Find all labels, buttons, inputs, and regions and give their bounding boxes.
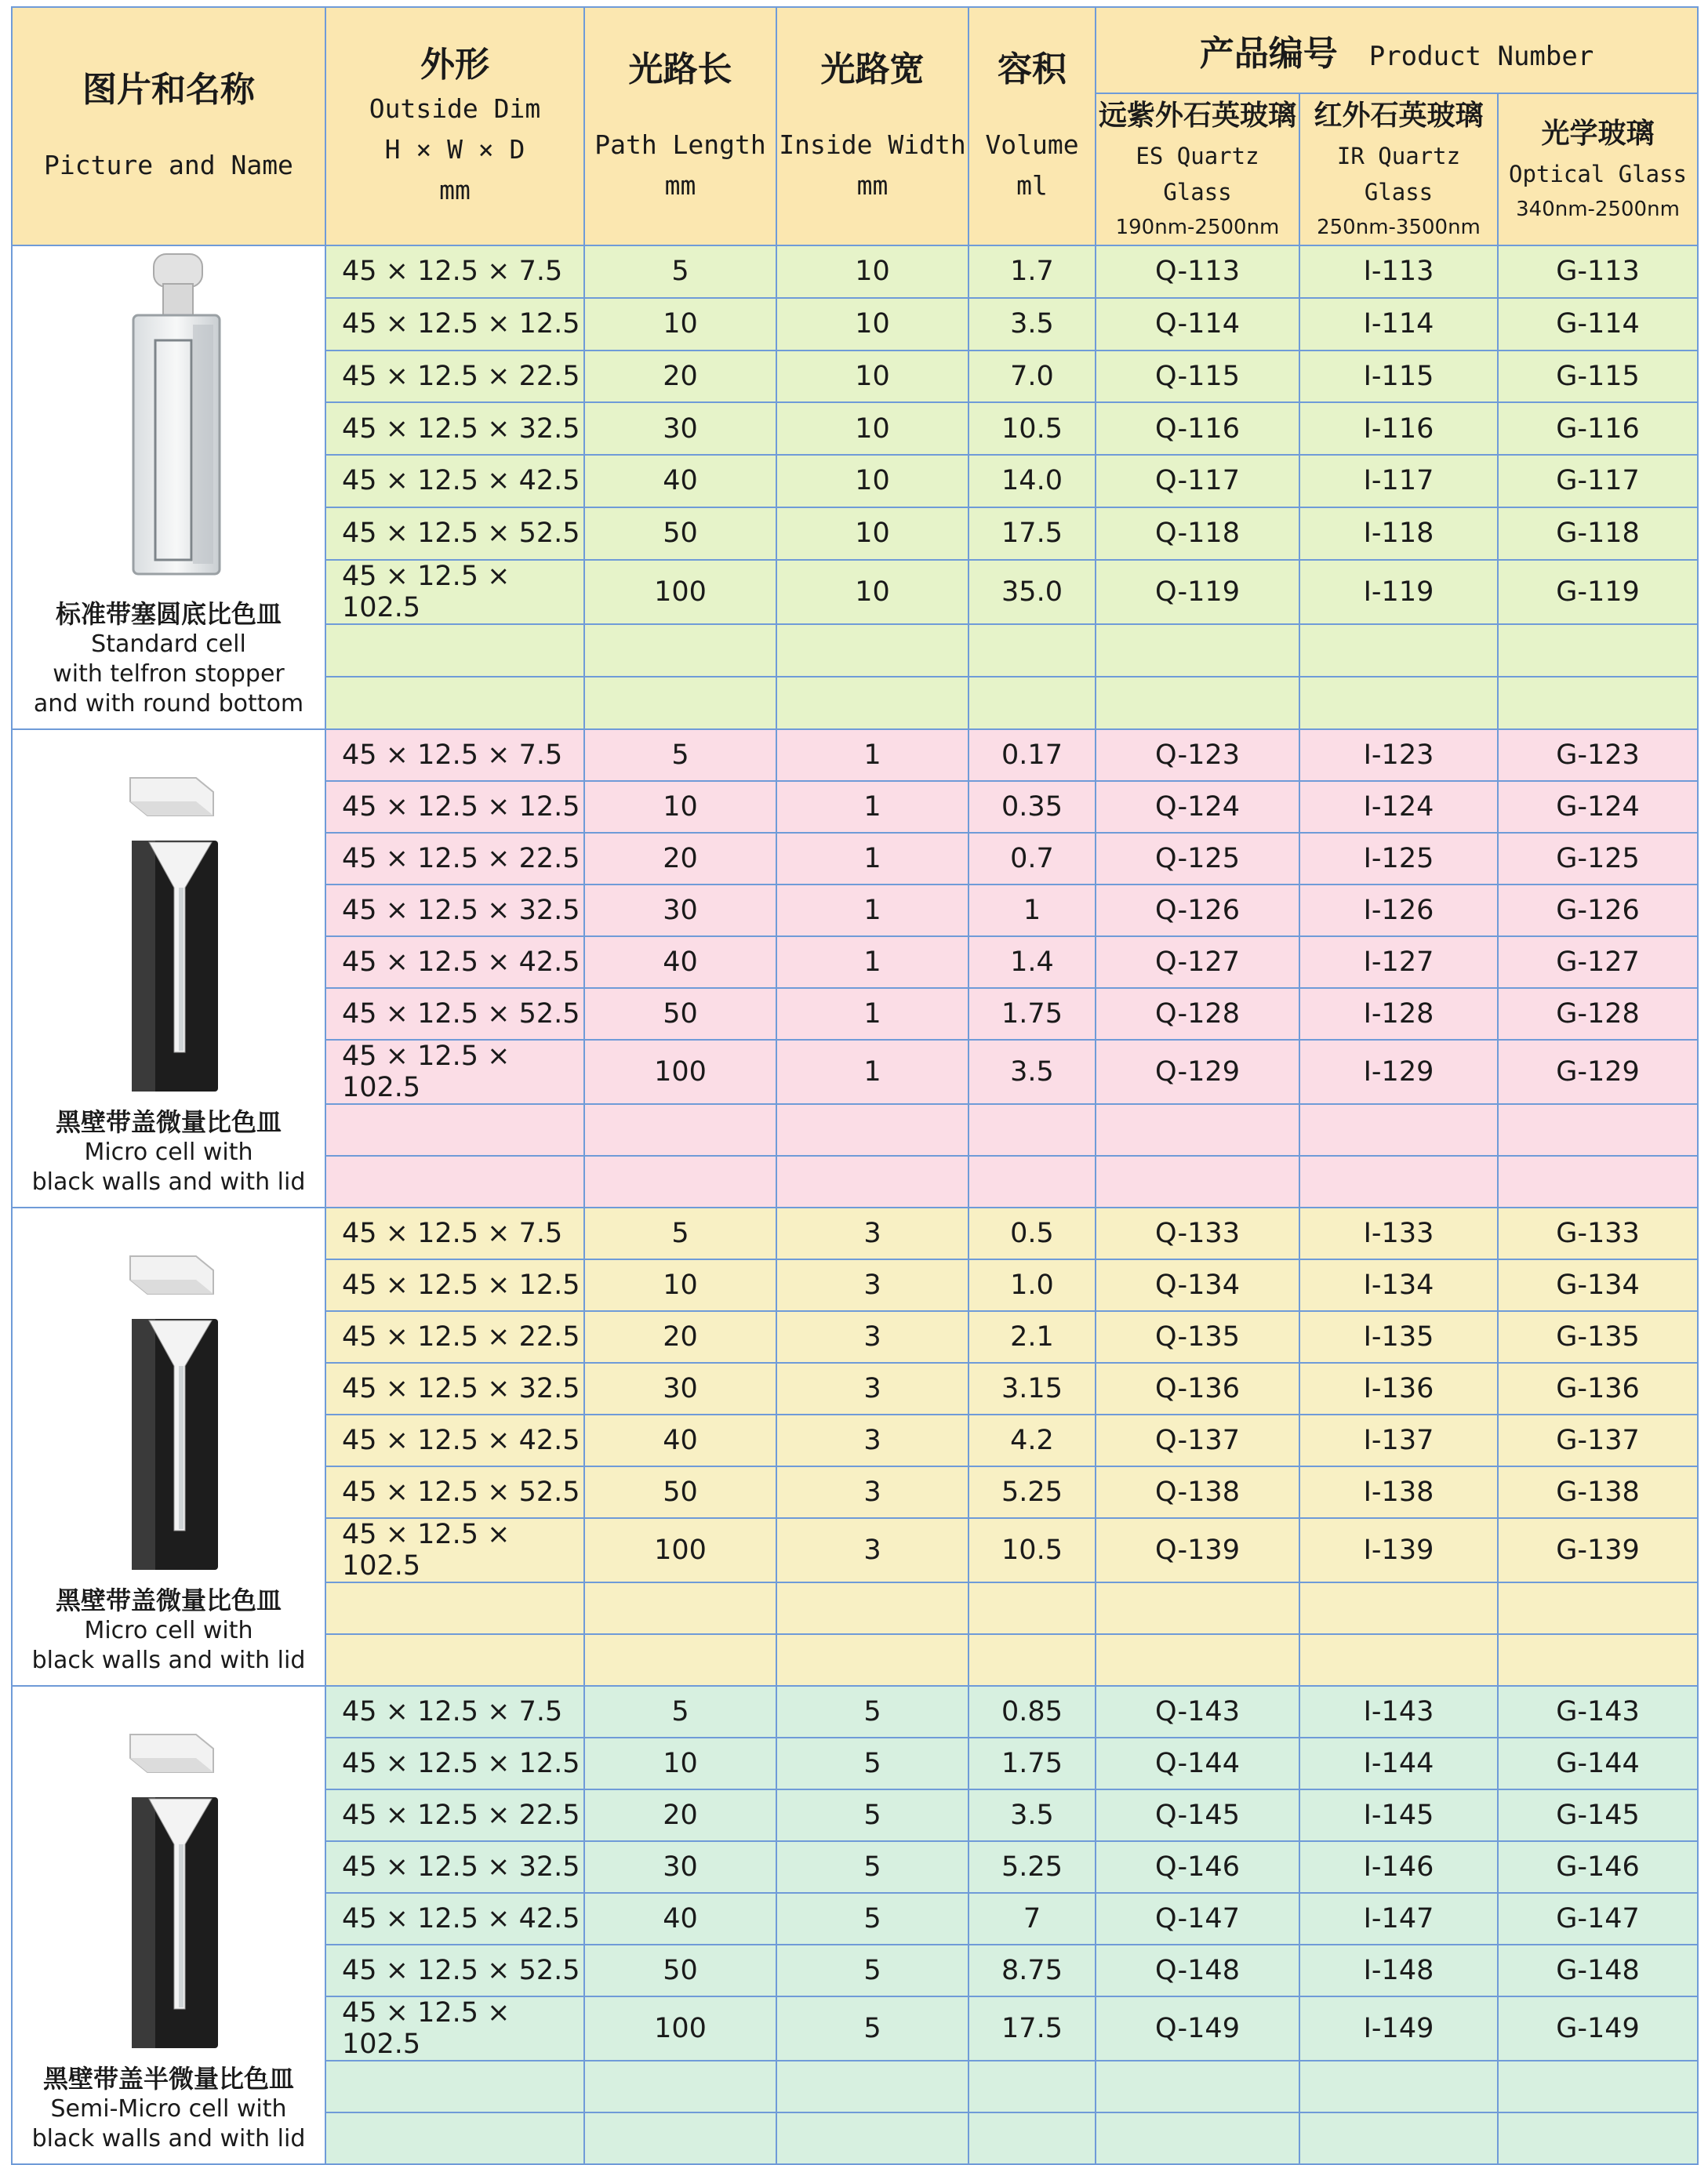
path-length-cell: 20 [584, 1311, 776, 1363]
inside-width-cell: 10 [776, 507, 968, 560]
header-outside-dim: 外形 Outside Dim H × W × D mm [325, 7, 584, 245]
empty-cell [1498, 1156, 1698, 1208]
empty-cell [584, 624, 776, 677]
inside-width-cell: 10 [776, 298, 968, 351]
es-quartz-number-cell: Q-124 [1096, 781, 1299, 833]
empty-cell [968, 677, 1096, 729]
cuvette-spec-table [11, 6, 1699, 2165]
inside-width-cell: 3 [776, 1311, 968, 1363]
volume-cell: 8.75 [968, 1945, 1096, 1996]
outside-dim-cell: 45 × 12.5 × 12.5 [325, 298, 584, 351]
optical-glass-number-cell: G-116 [1498, 402, 1698, 455]
empty-cell [1299, 624, 1498, 677]
table-body [12, 245, 1698, 2164]
black-wall-cuvette-with-lid-icon [102, 754, 235, 1099]
empty-cell [776, 624, 968, 677]
outside-dim-cell: 45 × 12.5 × 52.5 [325, 988, 584, 1040]
header-es-quartz: 远紫外石英玻璃 ES Quartz Glass 190nm-2500nm [1096, 93, 1299, 245]
picture-and-name-cell [12, 245, 325, 729]
path-length-cell: 5 [584, 1686, 776, 1738]
ir-quartz-number-cell: I-117 [1299, 455, 1498, 507]
empty-cell [776, 677, 968, 729]
outside-dim-cell: 45 × 12.5 × 7.5 [325, 245, 584, 298]
volume-cell: 0.35 [968, 781, 1096, 833]
optical-glass-number-cell: G-129 [1498, 1040, 1698, 1104]
ir-quartz-number-cell: I-119 [1299, 560, 1498, 625]
header-ir-quartz: 红外石英玻璃 IR Quartz Glass 250nm-3500nm [1299, 93, 1498, 245]
optical-glass-number-cell: G-135 [1498, 1311, 1698, 1363]
es-quartz-number-cell: Q-113 [1096, 245, 1299, 298]
empty-cell [325, 1582, 584, 1634]
path-length-cell: 30 [584, 885, 776, 936]
optical-glass-number-cell: G-127 [1498, 936, 1698, 988]
product-name-zh: 黑壁带盖半微量比色皿 [42, 2064, 294, 2094]
path-length-cell: 40 [584, 455, 776, 507]
picture-and-name-cell [12, 729, 325, 1208]
optical-glass-number-cell: G-143 [1498, 1686, 1698, 1738]
es-quartz-number-cell: Q-149 [1096, 1996, 1299, 2061]
header-path-length: 光路长 Path Length mm [584, 7, 776, 245]
ir-quartz-number-cell: I-114 [1299, 298, 1498, 351]
empty-cell [325, 677, 584, 729]
ir-quartz-number-cell: I-126 [1299, 885, 1498, 936]
ir-quartz-number-cell: I-129 [1299, 1040, 1498, 1104]
ir-quartz-number-cell: I-135 [1299, 1311, 1498, 1363]
empty-cell [968, 624, 1096, 677]
empty-cell [584, 2112, 776, 2164]
volume-cell: 7.0 [968, 351, 1096, 403]
ir-quartz-number-cell: I-118 [1299, 507, 1498, 560]
header-volume: 容积 Volume ml [968, 7, 1096, 245]
ir-quartz-number-cell: I-144 [1299, 1738, 1498, 1789]
inside-width-cell: 3 [776, 1208, 968, 1259]
optical-glass-number-cell: G-149 [1498, 1996, 1698, 2061]
es-quartz-number-cell: Q-126 [1096, 885, 1299, 936]
outside-dim-cell: 45 × 12.5 × 52.5 [325, 1466, 584, 1518]
empty-cell [968, 2061, 1096, 2112]
volume-cell: 0.7 [968, 833, 1096, 885]
path-length-cell: 30 [584, 1841, 776, 1893]
empty-cell [1498, 2112, 1698, 2164]
optical-glass-number-cell: G-118 [1498, 507, 1698, 560]
es-quartz-number-cell: Q-116 [1096, 402, 1299, 455]
optical-glass-number-cell: G-125 [1498, 833, 1698, 885]
volume-cell: 1.0 [968, 1259, 1096, 1311]
black-wall-cuvette-with-lid-icon [102, 1711, 235, 2056]
empty-cell [1299, 1104, 1498, 1156]
es-quartz-number-cell: Q-147 [1096, 1893, 1299, 1945]
optical-glass-number-cell: G-128 [1498, 988, 1698, 1040]
header-picture-name: 图片和名称 Picture and Name [12, 7, 325, 245]
product-name-en: black walls and with lid [31, 2125, 306, 2152]
empty-cell [1299, 2112, 1498, 2164]
inside-width-cell: 3 [776, 1415, 968, 1466]
table-row [12, 245, 1698, 298]
ir-quartz-number-cell: I-115 [1299, 351, 1498, 403]
path-length-cell: 30 [584, 402, 776, 455]
outside-dim-cell: 45 × 12.5 × 42.5 [325, 936, 584, 988]
path-length-cell: 50 [584, 988, 776, 1040]
ir-quartz-number-cell: I-113 [1299, 245, 1498, 298]
es-quartz-number-cell: Q-118 [1096, 507, 1299, 560]
path-length-cell: 40 [584, 936, 776, 988]
es-quartz-number-cell: Q-137 [1096, 1415, 1299, 1466]
optical-glass-number-cell: G-145 [1498, 1789, 1698, 1841]
optical-glass-number-cell: G-124 [1498, 781, 1698, 833]
product-name-en: black walls and with lid [31, 1647, 306, 1674]
empty-cell [325, 2112, 584, 2164]
table-row [12, 729, 1698, 781]
volume-cell: 3.5 [968, 1789, 1096, 1841]
empty-cell [968, 2112, 1096, 2164]
outside-dim-cell: 45 × 12.5 × 42.5 [325, 1893, 584, 1945]
empty-cell [1299, 1582, 1498, 1634]
volume-cell: 5.25 [968, 1841, 1096, 1893]
optical-glass-number-cell: G-133 [1498, 1208, 1698, 1259]
ir-quartz-number-cell: I-124 [1299, 781, 1498, 833]
ir-quartz-number-cell: I-138 [1299, 1466, 1498, 1518]
inside-width-cell: 5 [776, 1996, 968, 2061]
ir-quartz-number-cell: I-143 [1299, 1686, 1498, 1738]
path-length-cell: 50 [584, 1466, 776, 1518]
outside-dim-cell: 45 × 12.5 × 7.5 [325, 729, 584, 781]
inside-width-cell: 5 [776, 1789, 968, 1841]
outside-dim-cell: 45 × 12.5 × 42.5 [325, 1415, 584, 1466]
empty-cell [584, 1582, 776, 1634]
clear-cuvette-with-stopper-icon [102, 246, 235, 591]
outside-dim-cell: 45 × 12.5 × 7.5 [325, 1208, 584, 1259]
empty-cell [1299, 677, 1498, 729]
outside-dim-cell: 45 × 12.5 × 12.5 [325, 781, 584, 833]
path-length-cell: 10 [584, 1738, 776, 1789]
es-quartz-number-cell: Q-119 [1096, 560, 1299, 625]
optical-glass-number-cell: G-148 [1498, 1945, 1698, 1996]
empty-cell [1096, 624, 1299, 677]
ir-quartz-number-cell: I-149 [1299, 1996, 1498, 2061]
volume-cell: 1.4 [968, 936, 1096, 988]
product-name-en: Standard cell [91, 630, 246, 658]
product-name-en: Semi-Micro cell with [50, 2095, 287, 2123]
ir-quartz-number-cell: I-116 [1299, 402, 1498, 455]
path-length-cell: 10 [584, 1259, 776, 1311]
table-row [12, 1208, 1698, 1259]
es-quartz-number-cell: Q-129 [1096, 1040, 1299, 1104]
empty-cell [1096, 2112, 1299, 2164]
es-quartz-number-cell: Q-148 [1096, 1945, 1299, 1996]
inside-width-cell: 10 [776, 455, 968, 507]
empty-cell [1498, 1582, 1698, 1634]
volume-cell: 1.75 [968, 988, 1096, 1040]
path-length-cell: 10 [584, 781, 776, 833]
optical-glass-number-cell: G-147 [1498, 1893, 1698, 1945]
empty-cell [1299, 1634, 1498, 1686]
header-optical-glass: 光学玻璃 Optical Glass 340nm-2500nm [1498, 93, 1698, 245]
product-name-en: Micro cell with [84, 1139, 253, 1166]
outside-dim-cell: 45 × 12.5 × 102.5 [325, 1518, 584, 1582]
empty-cell [968, 1104, 1096, 1156]
table-row [12, 1686, 1698, 1738]
outside-dim-cell: 45 × 12.5 × 52.5 [325, 1945, 584, 1996]
ir-quartz-number-cell: I-147 [1299, 1893, 1498, 1945]
inside-width-cell: 3 [776, 1518, 968, 1582]
empty-cell [776, 1582, 968, 1634]
volume-cell: 1 [968, 885, 1096, 936]
volume-cell: 14.0 [968, 455, 1096, 507]
outside-dim-cell: 45 × 12.5 × 22.5 [325, 833, 584, 885]
product-name-zh: 标准带塞圆底比色皿 [55, 599, 282, 629]
optical-glass-number-cell: G-138 [1498, 1466, 1698, 1518]
outside-dim-cell: 45 × 12.5 × 12.5 [325, 1259, 584, 1311]
volume-cell: 35.0 [968, 560, 1096, 625]
inside-width-cell: 5 [776, 1945, 968, 1996]
ir-quartz-number-cell: I-139 [1299, 1518, 1498, 1582]
empty-cell [968, 1156, 1096, 1208]
ir-quartz-number-cell: I-148 [1299, 1945, 1498, 1996]
optical-glass-number-cell: G-117 [1498, 455, 1698, 507]
empty-cell [325, 1104, 584, 1156]
ir-quartz-number-cell: I-145 [1299, 1789, 1498, 1841]
optical-glass-number-cell: G-115 [1498, 351, 1698, 403]
empty-cell [584, 1634, 776, 1686]
inside-width-cell: 3 [776, 1259, 968, 1311]
outside-dim-cell: 45 × 12.5 × 102.5 [325, 1040, 584, 1104]
path-length-cell: 100 [584, 560, 776, 625]
empty-cell [325, 2061, 584, 2112]
optical-glass-number-cell: G-144 [1498, 1738, 1698, 1789]
volume-cell: 0.85 [968, 1686, 1096, 1738]
volume-cell: 2.1 [968, 1311, 1096, 1363]
header-inside-width: 光路宽 Inside Width mm [776, 7, 968, 245]
ir-quartz-number-cell: I-136 [1299, 1363, 1498, 1415]
path-length-cell: 20 [584, 1789, 776, 1841]
empty-cell [1498, 677, 1698, 729]
outside-dim-cell: 45 × 12.5 × 102.5 [325, 560, 584, 625]
es-quartz-number-cell: Q-136 [1096, 1363, 1299, 1415]
inside-width-cell: 10 [776, 560, 968, 625]
product-name-zh: 黑壁带盖微量比色皿 [55, 1586, 282, 1615]
volume-cell: 17.5 [968, 507, 1096, 560]
ir-quartz-number-cell: I-146 [1299, 1841, 1498, 1893]
empty-cell [584, 2061, 776, 2112]
empty-cell [584, 1156, 776, 1208]
optical-glass-number-cell: G-119 [1498, 560, 1698, 625]
path-length-cell: 100 [584, 1040, 776, 1104]
empty-cell [1096, 2061, 1299, 2112]
empty-cell [776, 1634, 968, 1686]
empty-cell [325, 1156, 584, 1208]
es-quartz-number-cell: Q-123 [1096, 729, 1299, 781]
es-quartz-number-cell: Q-146 [1096, 1841, 1299, 1893]
empty-cell [1096, 1104, 1299, 1156]
optical-glass-number-cell: G-139 [1498, 1518, 1698, 1582]
empty-cell [1096, 677, 1299, 729]
product-name-en: black walls and with lid [31, 1168, 306, 1196]
inside-width-cell: 1 [776, 1040, 968, 1104]
volume-cell: 0.17 [968, 729, 1096, 781]
inside-width-cell: 1 [776, 729, 968, 781]
path-length-cell: 10 [584, 298, 776, 351]
header-product-number: 产品编号 Product Number [1096, 7, 1698, 93]
inside-width-cell: 5 [776, 1686, 968, 1738]
inside-width-cell: 1 [776, 885, 968, 936]
volume-cell: 1.75 [968, 1738, 1096, 1789]
volume-cell: 3.15 [968, 1363, 1096, 1415]
outside-dim-cell: 45 × 12.5 × 52.5 [325, 507, 584, 560]
path-length-cell: 20 [584, 351, 776, 403]
empty-cell [968, 1634, 1096, 1686]
outside-dim-cell: 45 × 12.5 × 22.5 [325, 1789, 584, 1841]
es-quartz-number-cell: Q-138 [1096, 1466, 1299, 1518]
inside-width-cell: 5 [776, 1738, 968, 1789]
empty-cell [1096, 1634, 1299, 1686]
product-name-en: with telfron stopper [53, 660, 285, 688]
inside-width-cell: 3 [776, 1363, 968, 1415]
volume-cell: 17.5 [968, 1996, 1096, 2061]
empty-cell [776, 2061, 968, 2112]
es-quartz-number-cell: Q-139 [1096, 1518, 1299, 1582]
ir-quartz-number-cell: I-125 [1299, 833, 1498, 885]
picture-and-name-cell [12, 1686, 325, 2164]
black-wall-cuvette-with-lid-icon [102, 1233, 235, 1578]
es-quartz-number-cell: Q-144 [1096, 1738, 1299, 1789]
es-quartz-number-cell: Q-135 [1096, 1311, 1299, 1363]
empty-cell [776, 1156, 968, 1208]
empty-cell [1096, 1582, 1299, 1634]
optical-glass-number-cell: G-114 [1498, 298, 1698, 351]
inside-width-cell: 10 [776, 351, 968, 403]
outside-dim-cell: 45 × 12.5 × 42.5 [325, 455, 584, 507]
empty-cell [325, 1634, 584, 1686]
ir-quartz-number-cell: I-127 [1299, 936, 1498, 988]
product-name-en: Micro cell with [84, 1617, 253, 1644]
volume-cell: 10.5 [968, 402, 1096, 455]
ir-quartz-number-cell: I-137 [1299, 1415, 1498, 1466]
es-quartz-number-cell: Q-133 [1096, 1208, 1299, 1259]
empty-cell [584, 1104, 776, 1156]
empty-cell [1299, 1156, 1498, 1208]
outside-dim-cell: 45 × 12.5 × 22.5 [325, 1311, 584, 1363]
inside-width-cell: 3 [776, 1466, 968, 1518]
volume-cell: 1.7 [968, 245, 1096, 298]
empty-cell [1299, 2061, 1498, 2112]
inside-width-cell: 5 [776, 1893, 968, 1945]
outside-dim-cell: 45 × 12.5 × 32.5 [325, 402, 584, 455]
inside-width-cell: 10 [776, 245, 968, 298]
path-length-cell: 40 [584, 1893, 776, 1945]
es-quartz-number-cell: Q-143 [1096, 1686, 1299, 1738]
optical-glass-number-cell: G-137 [1498, 1415, 1698, 1466]
es-quartz-number-cell: Q-128 [1096, 988, 1299, 1040]
optical-glass-number-cell: G-136 [1498, 1363, 1698, 1415]
product-name-en: and with round bottom [33, 690, 304, 717]
outside-dim-cell: 45 × 12.5 × 102.5 [325, 1996, 584, 2061]
empty-cell [1498, 624, 1698, 677]
es-quartz-number-cell: Q-114 [1096, 298, 1299, 351]
path-length-cell: 20 [584, 833, 776, 885]
outside-dim-cell: 45 × 12.5 × 22.5 [325, 351, 584, 403]
inside-width-cell: 1 [776, 988, 968, 1040]
inside-width-cell: 1 [776, 936, 968, 988]
es-quartz-number-cell: Q-145 [1096, 1789, 1299, 1841]
product-spec-sheet [11, 6, 1697, 2152]
volume-cell: 5.25 [968, 1466, 1096, 1518]
optical-glass-number-cell: G-123 [1498, 729, 1698, 781]
path-length-cell: 30 [584, 1363, 776, 1415]
path-length-cell: 100 [584, 1996, 776, 2061]
empty-cell [325, 624, 584, 677]
volume-cell: 10.5 [968, 1518, 1096, 1582]
empty-cell [776, 2112, 968, 2164]
es-quartz-number-cell: Q-115 [1096, 351, 1299, 403]
ir-quartz-number-cell: I-128 [1299, 988, 1498, 1040]
ir-quartz-number-cell: I-134 [1299, 1259, 1498, 1311]
path-length-cell: 40 [584, 1415, 776, 1466]
es-quartz-number-cell: Q-117 [1096, 455, 1299, 507]
empty-cell [584, 677, 776, 729]
empty-cell [1498, 1104, 1698, 1156]
volume-cell: 3.5 [968, 298, 1096, 351]
empty-cell [968, 1582, 1096, 1634]
optical-glass-number-cell: G-146 [1498, 1841, 1698, 1893]
empty-cell [1498, 1634, 1698, 1686]
es-quartz-number-cell: Q-125 [1096, 833, 1299, 885]
ir-quartz-number-cell: I-123 [1299, 729, 1498, 781]
optical-glass-number-cell: G-134 [1498, 1259, 1698, 1311]
path-length-cell: 100 [584, 1518, 776, 1582]
outside-dim-cell: 45 × 12.5 × 32.5 [325, 885, 584, 936]
inside-width-cell: 1 [776, 781, 968, 833]
path-length-cell: 5 [584, 1208, 776, 1259]
outside-dim-cell: 45 × 12.5 × 7.5 [325, 1686, 584, 1738]
optical-glass-number-cell: G-126 [1498, 885, 1698, 936]
product-name-zh: 黑壁带盖微量比色皿 [55, 1107, 282, 1137]
outside-dim-cell: 45 × 12.5 × 32.5 [325, 1363, 584, 1415]
path-length-cell: 5 [584, 245, 776, 298]
path-length-cell: 50 [584, 507, 776, 560]
inside-width-cell: 5 [776, 1841, 968, 1893]
optical-glass-number-cell: G-113 [1498, 245, 1698, 298]
empty-cell [776, 1104, 968, 1156]
outside-dim-cell: 45 × 12.5 × 32.5 [325, 1841, 584, 1893]
volume-cell: 3.5 [968, 1040, 1096, 1104]
empty-cell [1096, 1156, 1299, 1208]
picture-and-name-cell [12, 1208, 325, 1686]
es-quartz-number-cell: Q-127 [1096, 936, 1299, 988]
inside-width-cell: 10 [776, 402, 968, 455]
ir-quartz-number-cell: I-133 [1299, 1208, 1498, 1259]
inside-width-cell: 1 [776, 833, 968, 885]
outside-dim-cell: 45 × 12.5 × 12.5 [325, 1738, 584, 1789]
path-length-cell: 5 [584, 729, 776, 781]
path-length-cell: 50 [584, 1945, 776, 1996]
volume-cell: 0.5 [968, 1208, 1096, 1259]
es-quartz-number-cell: Q-134 [1096, 1259, 1299, 1311]
empty-cell [1498, 2061, 1698, 2112]
volume-cell: 7 [968, 1893, 1096, 1945]
volume-cell: 4.2 [968, 1415, 1096, 1466]
